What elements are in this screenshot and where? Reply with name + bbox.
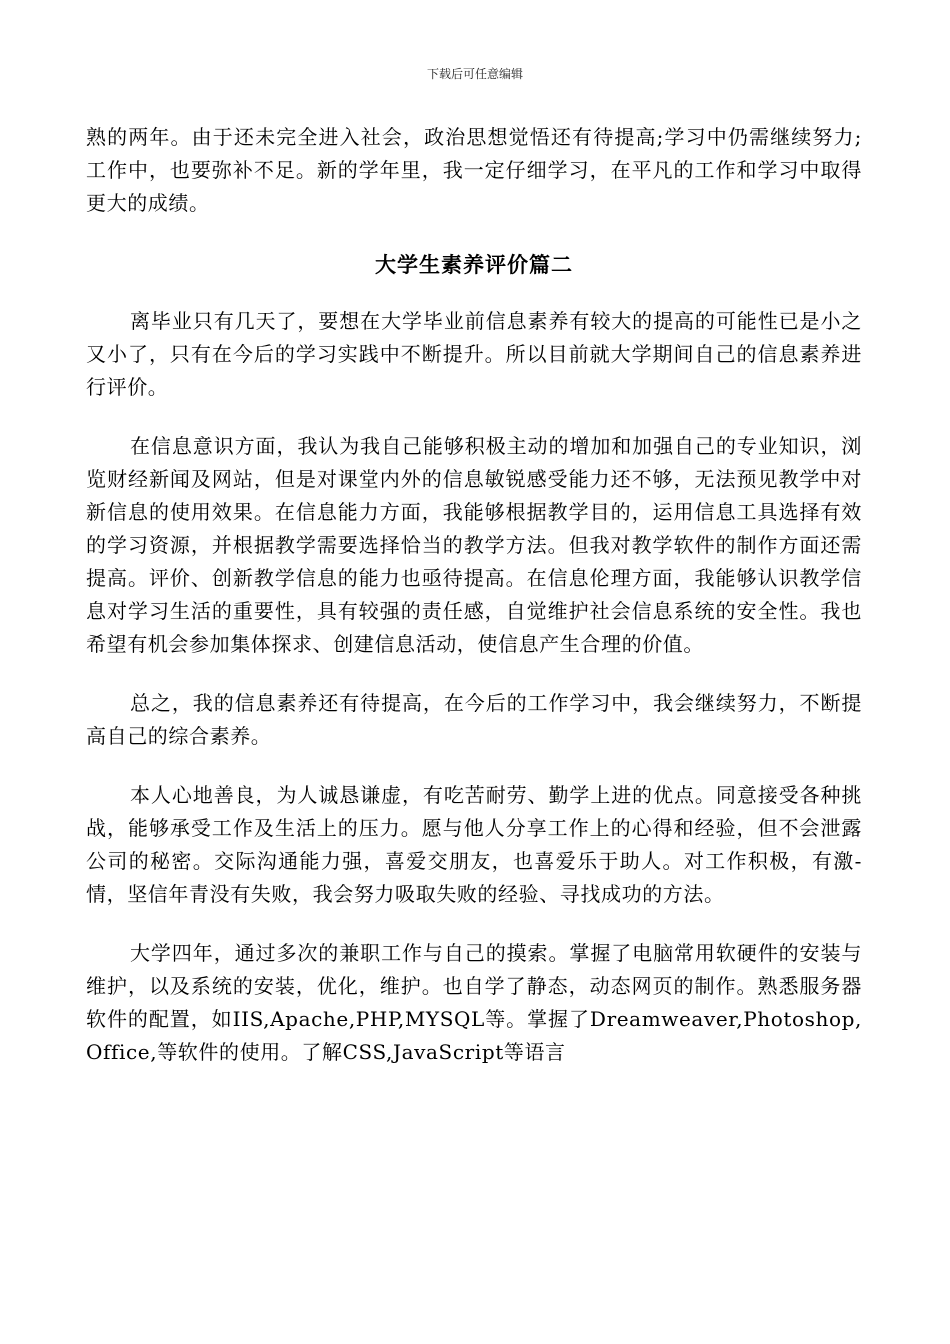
paragraph-1: 离毕业只有几天了，要想在大学毕业前信息素养有较大的提高的可能性已是小之又小了，只有在今后的学习实践中不断提升。所以目前就大学期间自己的信息素养进行评价。 (86, 309, 862, 399)
document-body (86, 121, 862, 1069)
paragraph-4: 本人心地善良，为人诚恳谦虚，有吃苦耐劳、勤学上进的优点。同意接受各种挑战，能够承受工作及生活上的压力。愿与他人分享工作上的心得和经验，但不会泄露公司的秘密。交际沟通能力强，喜爱交朋友，也喜爱乐于助人。对工作积极，有激-情，坚信年青没有失败，我会努力吸取失败的经验、寻找成功的方法。 (86, 783, 862, 906)
paragraph-continuation: 熟的两年。由于还未完全进入社会，政治思想觉悟还有待提高;学习中仍需继续努力;工作中，也要弥补不足。新的学年里，我一定仔细学习，在平凡的工作和学习中取得更大的成绩。 (86, 125, 862, 215)
paragraph-5: 大学四年，通过多次的兼职工作与自己的摸索。掌握了电脑常用软硬件的安装与维护，以及系统的安装，优化，维护。也自学了静态，动态网页的制作。熟悉服务器软件的配置，如IIS,Apache,PHP,MYSQL等。掌握了Dreamweaver,Photoshop,Office,等软件的使用。了解CSS,JavaScript等语言 (86, 941, 862, 1064)
paragraph-3: 总之，我的信息素养还有待提高，在今后的工作学习中，我会继续努力，不断提高自己的综合素养。 (86, 691, 862, 748)
section-title: 大学生素养评价篇二 (375, 252, 573, 277)
paragraph-2: 在信息意识方面，我认为我自己能够积极主动的增加和加强自己的专业知识，浏览财经新闻及网站，但是对课堂内外的信息敏锐感受能力还不够，无法预见教学中对新信息的使用效果。在信息能力方面，我能够根据教学目的，运用信息工具选择有效的学习资源，并根据教学需要选择恰当的教学方法。但我对教学软件的制作方面还需提高。评价、创新教学信息的能力也亟待提高。在信息伦理方面，我能够认识教学信息对学习生活的重要性，具有较强的责任感，自觉维护社会信息系统的安全性。我也希望有机会参加集体探求、创建信息活动，使信息产生合理的价值。 (86, 434, 862, 656)
page-header: 下载后可任意编辑 (426, 67, 523, 81)
